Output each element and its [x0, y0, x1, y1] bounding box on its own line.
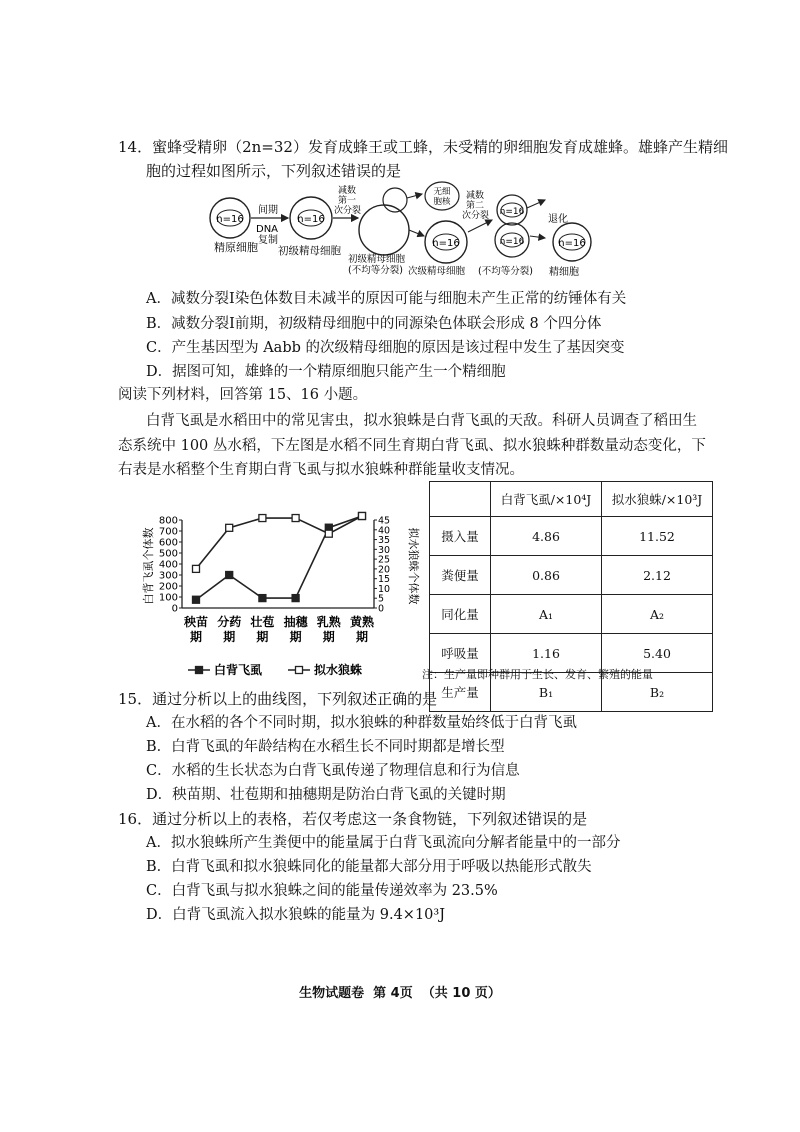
data-point-白背飞虱: [292, 595, 299, 602]
primary-ploidy: n=16: [297, 214, 325, 225]
secondary-ploidy: n=16: [432, 238, 460, 249]
q16-stem: 16．通过分析以上的表格，若仅考虑这一条食物链，下列叙述错误的是: [118, 810, 588, 828]
meiosis2-label-a: 减数: [466, 191, 485, 201]
anucleate-body: [425, 182, 459, 210]
meiosis2-label-b: 第二: [466, 201, 485, 211]
anucleate-label-b: 胞核: [433, 197, 451, 207]
table-cell: 5.40: [602, 634, 713, 673]
table-row: [430, 556, 713, 595]
category-label: 黄熟: [349, 615, 375, 629]
data-point-白背飞虱: [259, 595, 266, 602]
data-point-白背飞虱: [193, 596, 200, 603]
degenerate-label: 退化: [548, 214, 568, 225]
meiosis1-label-a: 减数: [338, 186, 357, 196]
category-label: 期: [355, 630, 369, 644]
right-tick-label: 25: [378, 554, 391, 566]
q14-stem-line2: 胞的过程如图所示，下列叙述错误的是: [146, 162, 402, 180]
table-row: [430, 517, 713, 556]
table-cell: B₂: [602, 673, 713, 712]
reading-p1: 白背飞虱是水稻田中的常见害虫，拟水狼蛛是白背飞虱的天敌。科研人员调查了稻田生: [146, 413, 697, 429]
left-axis-label: 白背飞虱个体数: [142, 527, 155, 605]
left-tick-label: 400: [158, 559, 178, 571]
legend-label: 白背飞虱: [214, 663, 263, 677]
left-tick-label: 600: [158, 537, 178, 549]
primary-label: 初级精母细胞: [278, 245, 341, 257]
q15-option-c[interactable]: C．水稻的生长状态为白背飞虱传递了物理信息和行为信息: [146, 763, 520, 779]
right-tick-label: 20: [378, 564, 391, 576]
q14-option-a[interactable]: A．减数分裂Ⅰ染色体数目未减半的原因可能与细胞未产生正常的纺锤体有关: [146, 291, 627, 307]
category-label: 分药: [217, 615, 242, 629]
right-tick-label: 30: [378, 544, 391, 556]
right-tick-label: 5: [378, 593, 385, 605]
reading-p2: 态系统中 100 丛水稻，下左图是水稻不同生育期白背飞虱、拟水狼蛛种群数量动态变化，下: [118, 438, 706, 454]
q15-option-d[interactable]: D．秧苗期、壮苞期和抽穗期是防治白背飞虱的关键时期: [146, 787, 506, 803]
q16-option-a[interactable]: A．拟水狼蛛所产生粪便中的能量属于白背飞虱流向分解者能量中的一部分: [146, 835, 621, 851]
left-tick-label: 300: [158, 570, 178, 582]
arrow-to-sperm: [530, 236, 545, 238]
category-label: 期: [322, 630, 335, 644]
table-cell: A₂: [602, 595, 713, 634]
q16-option-b[interactable]: B．白背飞虱和拟水狼蛛同化的能量都大部分用于呼吸以热能形式散失: [146, 859, 592, 875]
left-tick-label: 100: [158, 592, 178, 604]
category-label: 期: [289, 630, 302, 644]
table-note: 注：生产量即种群用于生长、发育、繁殖的能量: [422, 668, 653, 681]
population-line-chart: [138, 508, 423, 688]
anucleate-label-a: 无细: [433, 187, 451, 197]
category-label: 秧苗: [183, 615, 209, 629]
dividing-secondary-top-ploidy: n=16: [499, 207, 525, 217]
q14-option-b[interactable]: B．减数分裂Ⅰ前期，初级精母细胞中的同源染色体联会形成 8 个四分体: [146, 316, 602, 332]
category-label: 抽穗: [283, 615, 308, 629]
category-label: 期: [223, 630, 236, 644]
legend-marker: [296, 667, 303, 674]
primary-spermatocyte-cell: [290, 197, 332, 239]
data-point-白背飞虱: [226, 572, 233, 579]
meiosis2-label-c: 次分裂: [462, 211, 490, 221]
data-point-拟水狼蛛: [359, 513, 366, 520]
arrow-to-degenerate: [527, 200, 545, 208]
q14-option-d[interactable]: D．据图可知，雄蜂的一个精原细胞只能产生一个精细胞: [146, 364, 506, 380]
arrow-to-anucleate: [407, 194, 422, 198]
spermatogenesis-diagram: [200, 180, 600, 280]
right-tick-label: 40: [378, 525, 391, 537]
left-tick-label: 0: [171, 603, 178, 615]
primary-unequal-label-b: (不均等分裂): [348, 265, 403, 276]
data-point-拟水狼蛛: [193, 565, 200, 572]
replication-label: 复制: [258, 235, 278, 246]
category-label: 期: [189, 630, 203, 644]
sperm-label: 精细胞: [549, 267, 579, 278]
table-cell: 同化量: [430, 595, 491, 634]
table-cell: 1.16: [491, 634, 602, 673]
data-point-拟水狼蛛: [325, 530, 332, 537]
dividing-secondary-bottom-ploidy: n=16: [499, 237, 525, 247]
reading-intro: 阅读下列材料，回答第 15、16 小题。: [118, 387, 368, 403]
table-row: [430, 595, 713, 634]
data-point-拟水狼蛛: [292, 515, 299, 522]
q15-option-a[interactable]: A．在水稻的各个不同时期，拟水狼蛛的种群数量始终低于白背飞虱: [146, 715, 577, 731]
q14-option-c[interactable]: C．产生基因型为 Aabb 的次级精母细胞的原因是该过程中发生了基因突变: [146, 340, 625, 356]
sperm-ploidy: n=16: [558, 238, 586, 249]
arrow-meiosis2: [468, 220, 492, 232]
dividing-primary-cell: [359, 188, 409, 255]
right-tick-label: 10: [378, 583, 391, 595]
secondary-label-a: 次级精母细胞: [408, 266, 466, 277]
primary-unequal-label-a: 初级精母细胞: [348, 254, 406, 265]
right-tick-label: 35: [378, 535, 391, 547]
table-cell: B₁: [491, 673, 602, 712]
table-cell: 呼吸量: [430, 634, 491, 673]
left-tick-label: 500: [158, 548, 178, 560]
q16-option-d[interactable]: D．白背飞虱流入拟水狼蛛的能量为 9.4×10³J: [146, 907, 446, 923]
table-cell: A₁: [491, 595, 602, 634]
table-cell: 2.12: [602, 556, 713, 595]
category-label: 乳熟: [316, 615, 341, 629]
table-cell: 0.86: [491, 556, 602, 595]
meiosis1-label-c: 次分裂: [334, 206, 362, 216]
right-tick-label: 45: [378, 515, 391, 527]
right-tick-label: 0: [378, 603, 385, 615]
reading-p3: 右表是水稻整个生育期白背飞虱与拟水狼蛛种群能量收支情况。: [118, 462, 524, 478]
legend-label: 拟水狼蛛: [314, 663, 363, 677]
dividing-secondary-cell: [495, 195, 529, 257]
category-label: 期: [256, 630, 269, 644]
secondary-spermatocyte-cell: [425, 221, 467, 263]
meiosis1-label-b: 第一: [338, 196, 357, 206]
q14-stem-line1: 14．蜜蜂受精卵（2n=32）发育成蜂王或工蜂，未受精的卵细胞发育成雄蜂。雄蜂产生精细: [118, 138, 728, 156]
spermatogonium-label: 精原细胞: [214, 241, 258, 254]
sperm-cell: [553, 223, 591, 261]
arrow-to-secondary: [409, 230, 424, 236]
page-footer: 生物试题卷 第 4页 （共 10 页）: [299, 986, 501, 1001]
q15-option-b[interactable]: B．白背飞虱的年龄结构在水稻生长不同时期都是增长型: [146, 739, 505, 755]
q15-stem: 15．通过分析以上的曲线图，下列叙述正确的是: [118, 690, 438, 708]
category-label: 壮苞: [250, 615, 275, 629]
spermatogonium-ploidy: n=16: [216, 214, 244, 225]
table-cell: 11.52: [602, 517, 713, 556]
table-cell: 粪便量: [430, 556, 491, 595]
table-header-cell: 拟水狼蛛/×10³J: [602, 482, 713, 517]
right-axis-label: 拟水狼蛛个体数: [407, 527, 420, 605]
secondary-label-b: (不均等分裂): [478, 266, 533, 277]
table-header-cell: [430, 482, 491, 517]
left-tick-label: 700: [158, 526, 178, 538]
dna-label: DNA: [256, 224, 279, 235]
table-header-cell: 白背飞虱/×10⁴J: [491, 482, 602, 517]
table-header-row: [430, 482, 713, 517]
data-point-拟水狼蛛: [226, 524, 233, 531]
right-tick-label: 15: [378, 574, 391, 586]
spermatogonium-cell: [210, 198, 250, 238]
left-tick-label: 200: [158, 581, 178, 593]
data-point-拟水狼蛛: [259, 515, 266, 522]
table-cell: 4.86: [491, 517, 602, 556]
table-cell: 生产量: [430, 673, 491, 712]
table-cell: 摄入量: [430, 517, 491, 556]
legend-marker: [196, 667, 203, 674]
interphase-label: 间期: [258, 205, 278, 216]
q16-option-c[interactable]: C．白背飞虱与拟水狼蛛之间的能量传递效率为 23.5%: [146, 883, 498, 899]
left-tick-label: 800: [158, 515, 178, 527]
